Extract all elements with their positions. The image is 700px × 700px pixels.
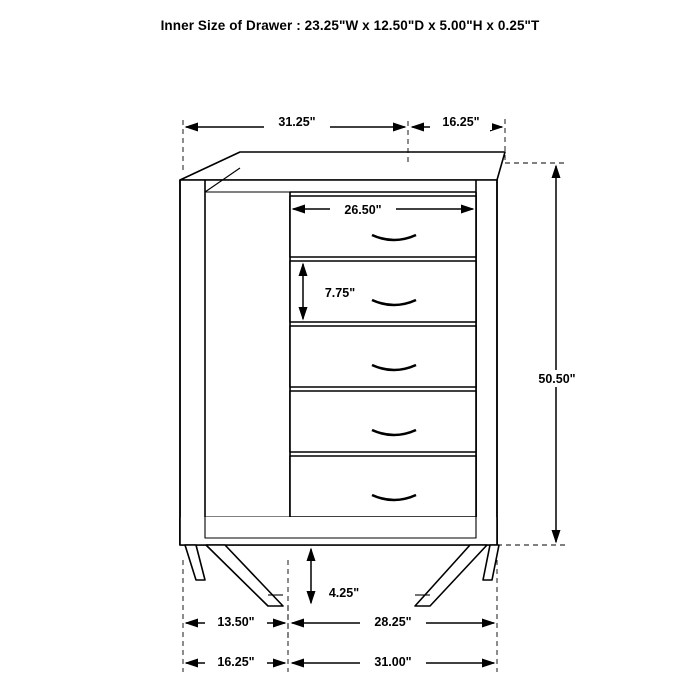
dim-foot-depth: 16.25" <box>217 655 255 669</box>
dim-drawer-face-height: 7.75" <box>324 286 356 300</box>
dim-top-front-width: 31.25" <box>278 115 316 129</box>
chest-base-rail <box>180 517 497 545</box>
dim-top-side-depth: 16.25" <box>442 115 480 129</box>
dim-drawer-face-width: 26.50" <box>344 203 382 217</box>
dim-base-side-depth: 13.50" <box>217 615 255 629</box>
drawer-5 <box>290 456 476 517</box>
dim-overall-height: 50.50" <box>538 372 576 386</box>
chest-illustration <box>180 152 505 606</box>
leg-back-left <box>185 545 205 580</box>
leg-front-left <box>206 545 283 606</box>
dim-base-front-width: 28.25" <box>374 615 412 629</box>
leg-front-right <box>415 545 487 606</box>
drawer-4 <box>290 391 476 452</box>
page-title: Inner Size of Drawer : 23.25"W x 12.50"D x 5.00"H x 0.25"T <box>160 18 540 33</box>
drawer-3 <box>290 326 476 387</box>
dim-foot-width: 31.00" <box>374 655 412 669</box>
dim-leg-height: 4.25" <box>328 586 360 600</box>
